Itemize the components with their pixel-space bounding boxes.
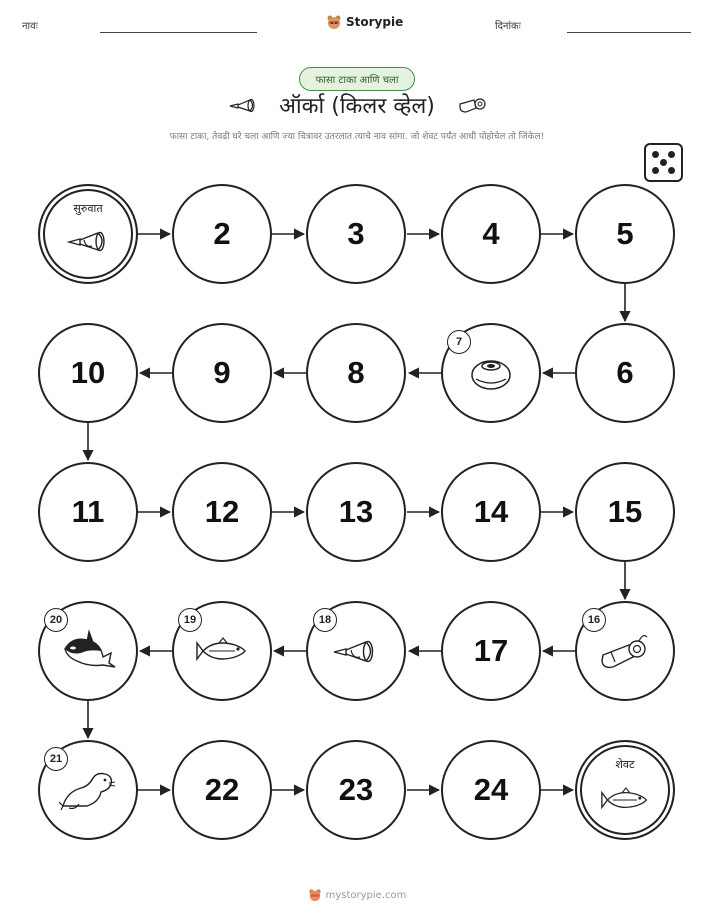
date-label: दिनांकः — [495, 21, 521, 32]
fish-icon — [195, 635, 249, 667]
board-cell-5[interactable] — [575, 184, 675, 284]
cell-tag: 19 — [178, 608, 202, 632]
cell-tag: 7 — [447, 330, 471, 354]
board-cell-24[interactable] — [441, 740, 541, 840]
cell-number: 5 — [616, 216, 634, 251]
board-cell-start[interactable] — [38, 184, 138, 284]
orca-icon — [59, 627, 117, 675]
cell-number: 24 — [473, 772, 509, 807]
start-label: सुरुवात — [73, 202, 103, 215]
board-cell-10[interactable] — [38, 323, 138, 423]
board-cell-13[interactable] — [306, 462, 406, 562]
board-cell-6[interactable] — [575, 323, 675, 423]
board-cell-11[interactable] — [38, 462, 138, 562]
board-cell-15[interactable] — [575, 462, 675, 562]
board-cell-8[interactable] — [306, 323, 406, 423]
cell-number: 3 — [347, 216, 365, 251]
cell-number: 15 — [607, 494, 643, 529]
board-cell-2[interactable] — [172, 184, 272, 284]
name-label: नावः — [22, 21, 38, 32]
board-cell-3[interactable] — [306, 184, 406, 284]
board-cell-end[interactable] — [575, 740, 675, 840]
cell-number: 13 — [338, 494, 374, 529]
cell-number: 17 — [473, 633, 509, 668]
board-cell-22[interactable] — [172, 740, 272, 840]
cell-number: 14 — [473, 494, 509, 529]
trumpet-icon — [331, 634, 381, 668]
cell-number: 23 — [338, 772, 374, 807]
brand-name: Storypie — [346, 15, 404, 29]
trumpet-icon — [66, 226, 110, 256]
cell-tag: 20 — [44, 608, 68, 632]
bead-icon — [468, 353, 514, 393]
fish-icon — [600, 785, 650, 815]
cell-number: 2 — [213, 216, 231, 251]
cell-tag: 16 — [582, 608, 606, 632]
cell-number: 9 — [213, 355, 231, 390]
board-cell-17[interactable] — [441, 601, 541, 701]
board-cell-4[interactable] — [441, 184, 541, 284]
board-cell-12[interactable] — [172, 462, 272, 562]
cell-number: 8 — [347, 355, 365, 390]
game-badge: फासा टाका आणि चला — [299, 67, 415, 91]
page-title: ऑर्का (किलर व्हेल) — [279, 94, 435, 119]
whistle-icon — [599, 629, 651, 673]
bear-icon — [308, 888, 322, 902]
end-label: शेवट — [615, 758, 635, 771]
cell-number: 6 — [616, 355, 634, 390]
cell-number: 12 — [204, 494, 240, 529]
footer — [0, 888, 714, 902]
cell-number: 10 — [70, 355, 106, 390]
cell-tag: 21 — [44, 747, 68, 771]
footer-url[interactable]: mystorypie.com — [325, 889, 407, 901]
board-cell-14[interactable] — [441, 462, 541, 562]
seal-icon — [59, 768, 117, 812]
cell-number: 11 — [71, 494, 105, 529]
instructions: फासा टाका, तेवढी घरे चला आणि ज्या चित्रावर उतरलात त्याचे नाव सांगा. जो शेवट पर्यंत आधी पोहोचेल तो जिंकेल! — [169, 132, 545, 142]
cell-number: 22 — [204, 772, 240, 807]
cell-number: 4 — [482, 216, 500, 251]
cell-tag: 18 — [313, 608, 337, 632]
board-cell-23[interactable] — [306, 740, 406, 840]
board-cell-9[interactable] — [172, 323, 272, 423]
